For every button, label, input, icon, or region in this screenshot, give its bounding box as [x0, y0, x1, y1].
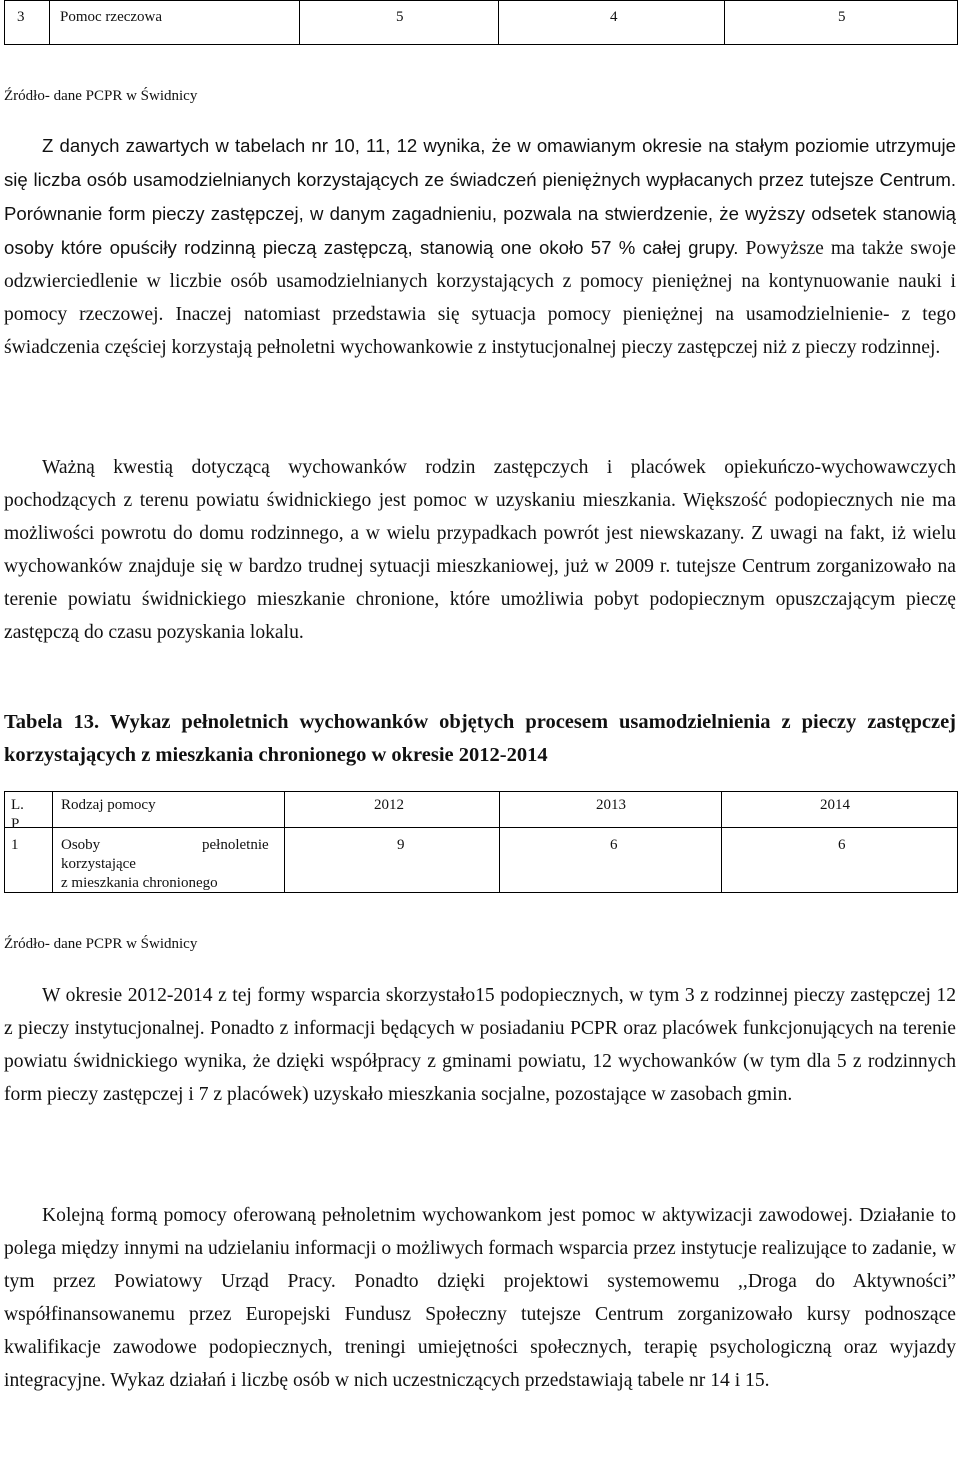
- header-lp: P: [11, 816, 20, 832]
- source-note: Źródło- dane PCPR w Świdnicy: [4, 88, 198, 104]
- header-type: Rodzaj pomocy: [61, 797, 156, 813]
- table-divider: [498, 1, 499, 44]
- cell-2013: 6: [610, 837, 618, 853]
- paragraph-text: W okresie 2012-2014 z tej formy wsparcia skorzystało15 podopiecznych, w tym 3 z rodzinnej pieczy zastępczej 12 z pieczy instytucjonalnej. Ponadto z informacji będących w posiadaniu PCPR oraz placówek funkcjonujących na terenie powiatu świdnickiego wynika, że dzięki współpracy z gminami powiatu, 12 wychowanków (w tym dla 5 z rodzinnych form pieczy zastępczej i 7 z placówek) uzyskało mieszkania socjalne, pozostające w zasobach gmin.: [4, 985, 956, 1105]
- paragraph: [4, 129, 956, 364]
- table-caption: Tabela 13. Wykaz pełnoletnich wychowanków objętych procesem usamodzielnienia z pieczy zastępczej korzystających z mieszkania chronionego w okresie 2012-2014: [4, 711, 956, 766]
- cell-label: z mieszkania chronionego: [61, 875, 218, 891]
- cell-label: korzystające: [61, 856, 136, 872]
- cell-2014: 6: [838, 837, 846, 853]
- header-lp: L.: [11, 797, 24, 813]
- table-divider: [724, 1, 725, 44]
- row-value-2013: 4: [610, 9, 618, 25]
- row-label: Pomoc rzeczowa: [60, 9, 163, 25]
- table-divider: [299, 1, 300, 44]
- table-divider: [49, 1, 50, 44]
- row-lp: 3: [17, 9, 25, 25]
- paragraph: [4, 979, 956, 1111]
- header-2013: 2013: [596, 797, 626, 813]
- table-divider: [721, 792, 722, 892]
- row-value-2012: 5: [396, 9, 404, 25]
- cell-2012: 9: [397, 837, 405, 853]
- paragraph-text: Powyższe ma także swoje odzwierciedlenie w liczbie osób usamodzielnianych korzystających z pomocy pieniężnej na kontynuowanie nauki i pomocy rzeczowej. Inaczej natomiast przedstawia się sytuacja pomocy pieniężnej na usamodzielnienie- z tego świadczenia częściej korzystają pełnoletni wychowankowie z instytucjonalnej pieczy zastępczej niż z pieczy rodzinnej.: [4, 238, 956, 358]
- header-2014: 2014: [820, 797, 850, 813]
- paragraph-text: Ważną kwestią dotyczącą wychowanków rodzin zastępczych i placówek opiekuńczo-wychowawczych pochodzących z terenu powiatu świdnickiego jest pomoc w uzyskaniu mieszkania. Większość podopiecznych nie ma możliwości powrotu do domu rodzinnego, a w wielu przypadkach powrót jest niewskazany. Z uwagi na fakt, iż wielu wychowanków znajduje się w bardzo trudnej sytuacji mieszkaniowej, już w 2009 r. tutejsze Centrum zorganizowało na terenie powiatu świdnickiego mieszkanie chronione, które umożliwia pobyt podopiecznym opuszczającym pieczę zastępczą do czasu pozyskania lokalu.: [4, 457, 956, 643]
- paragraph: [4, 451, 956, 649]
- cell-label: pełnoletnie: [202, 837, 269, 853]
- paragraph: [4, 1199, 956, 1397]
- cell-lp: 1: [11, 837, 19, 853]
- table-divider: [52, 792, 53, 892]
- paragraph-text: Kolejną formą pomocy oferowaną pełnoletnim wychowankom jest pomoc w aktywizacji zawodowej. Działanie to polega między innymi na udzielaniu informacji o możliwych formach wsparcia przez instytucje realizujące to zadanie, w tym przez Powiatowy Urząd Pracy. Ponadto dzięki projektowi systemowemu ,,Droga do Aktywności” współfinansowanemu przez Europejski Fundusz Społeczny tutejsze Centrum zorganizowało kursy podnoszące kwalifikacje zawodowe podopiecznych, treningi umiejętności społecznych, terapię psychologiczną oraz wyjazdy integracyjne. Wykaz działań i liczbę osób w nich uczestniczących przedstawiają tabele nr 14 i 15.: [4, 1205, 956, 1391]
- table-13: [4, 791, 958, 893]
- table-divider: [5, 827, 957, 828]
- paragraph-text: Z danych zawartych w tabelach nr 10, 11, 12 wynika, że w omawianym okresie na stałym poziomie utrzymuje się liczba osób usamodzielnianych korzystających ze świadczeń pieniężnych wypłacanych przez tutejsze Centrum. Porównanie form pieczy zastępczej, w danym zagadnieniu, pozwala na stwierdzenie, że wyższy odsetek stanowią osoby które opuściły rodzinną pieczą zastępczą, stanowią one około 57 % całej grupy.: [4, 135, 956, 258]
- header-2012: 2012: [374, 797, 404, 813]
- row-value-2014: 5: [838, 9, 846, 25]
- previous-table-last-row: [4, 0, 958, 45]
- source-note: Źródło- dane PCPR w Świdnicy: [4, 936, 198, 952]
- table-divider: [284, 792, 285, 892]
- table-divider: [499, 792, 500, 892]
- cell-label: Osoby: [61, 837, 101, 853]
